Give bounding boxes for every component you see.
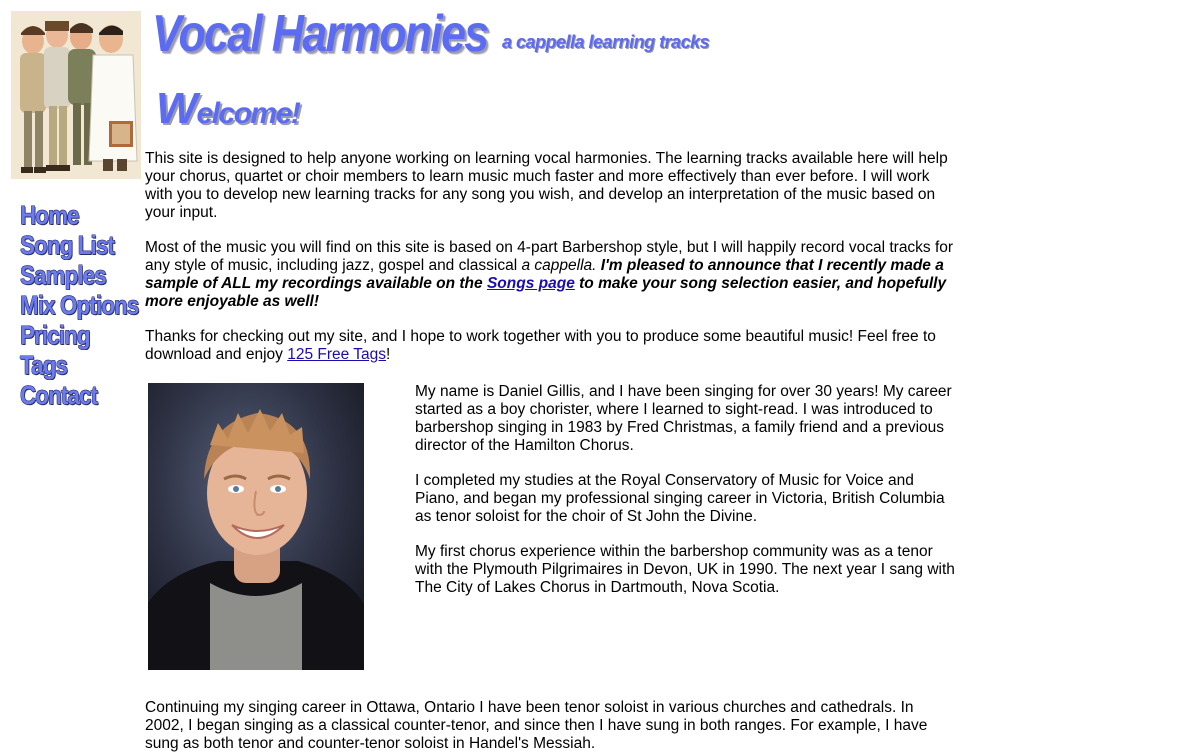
- quartet-illustration-art: [11, 11, 141, 179]
- main-content: [145, 150, 955, 753]
- nav-item-song-list[interactable]: Song List: [20, 230, 115, 260]
- bio-paragraph-4: Continuing my singing career in Ottawa, Ontario I have been tenor soloist in various churches and cathedrals. In 2002, I began singing as a classical counter-tenor, and since then I have sung in both ranges. For example, I have sung as both tenor and counter-tenor soloist in Handel's Messiah.: [145, 699, 928, 752]
- bio-text: [415, 383, 955, 614]
- intro-p2-italic: a cappella.: [521, 257, 597, 274]
- bio-paragraph-2: I completed my studies at the Royal Conservatory of Music for Voice and Piano, and began my professional singing career in Victoria, British Columbia as tenor soloist for the choir of St John the Divine.: [415, 472, 945, 525]
- sidebar-nav: [20, 200, 145, 410]
- nav-item-mix-options[interactable]: Mix Options: [20, 290, 139, 320]
- nav-item-pricing[interactable]: Pricing: [20, 320, 90, 350]
- intro-paragraph-2: [145, 239, 955, 311]
- nav-item-tags[interactable]: Tags: [20, 350, 68, 380]
- site-title: Vocal Harmonies: [152, 5, 488, 63]
- intro-paragraph-1: This site is designed to help anyone working on learning vocal harmonies. The learning tracks available here will help your chorus, quartet or choir members to learn music much faster and more effectively than ever before. I will work with you to develop new learning tracks for any song you wish, and develop an interpretation of the music based on your input.: [145, 150, 948, 221]
- free-tags-link[interactable]: 125 Free Tags: [287, 346, 387, 363]
- nav-item-contact[interactable]: Contact: [20, 380, 98, 410]
- quartet-illustration: [11, 11, 141, 179]
- nav-item-samples[interactable]: Samples: [20, 260, 106, 290]
- portrait-photo-art: [148, 383, 364, 670]
- intro-paragraph-3: [145, 328, 955, 364]
- nav-item-home[interactable]: Home: [20, 200, 79, 230]
- bio-paragraph-3: My first chorus experience within the barbershop community was as a tenor with the Plymouth Pilgrimaires in Devon, UK in 1990. The next year I sang with The City of Lakes Chorus in Dartmouth, Nova Scotia.: [415, 543, 955, 596]
- intro-p2-bold-start: I'm pleased to announce that I recently made a sample of ALL my recordings available on the: [145, 257, 944, 292]
- intro-p2-bold-end: to make your song selection easier, and hopefully more enjoyable as well!: [145, 275, 947, 310]
- intro-p2-start: Most of the music you will find on this site is based on 4-part Barbershop style, but I will happily record vocal tracks for any style of music, including jazz, gospel and classical: [145, 239, 954, 274]
- welcome-heading: [156, 84, 299, 141]
- intro-p3-end: !: [386, 346, 391, 363]
- bio-section: [145, 381, 955, 699]
- site-subtitle: a cappella learning tracks: [502, 32, 710, 52]
- intro-p3-start: Thanks for checking out my site, and I hope to work together with you to produce some beautiful music! Feel free to download and enjoy: [145, 328, 936, 363]
- bio-paragraph-1: My name is Daniel Gillis, and I have been singing for over 30 years! My career started as a boy chorister, where I learned to sight-read. I was introduced to barbershop singing in 1983 by Fred Christmas, a family friend and a previous director of the Hamilton Chorus.: [415, 383, 952, 454]
- welcome-initial: W: [156, 84, 197, 133]
- welcome-rest: elcome!: [196, 97, 300, 130]
- portrait-photo: [148, 383, 364, 670]
- songs-page-link[interactable]: Songs page: [486, 275, 575, 292]
